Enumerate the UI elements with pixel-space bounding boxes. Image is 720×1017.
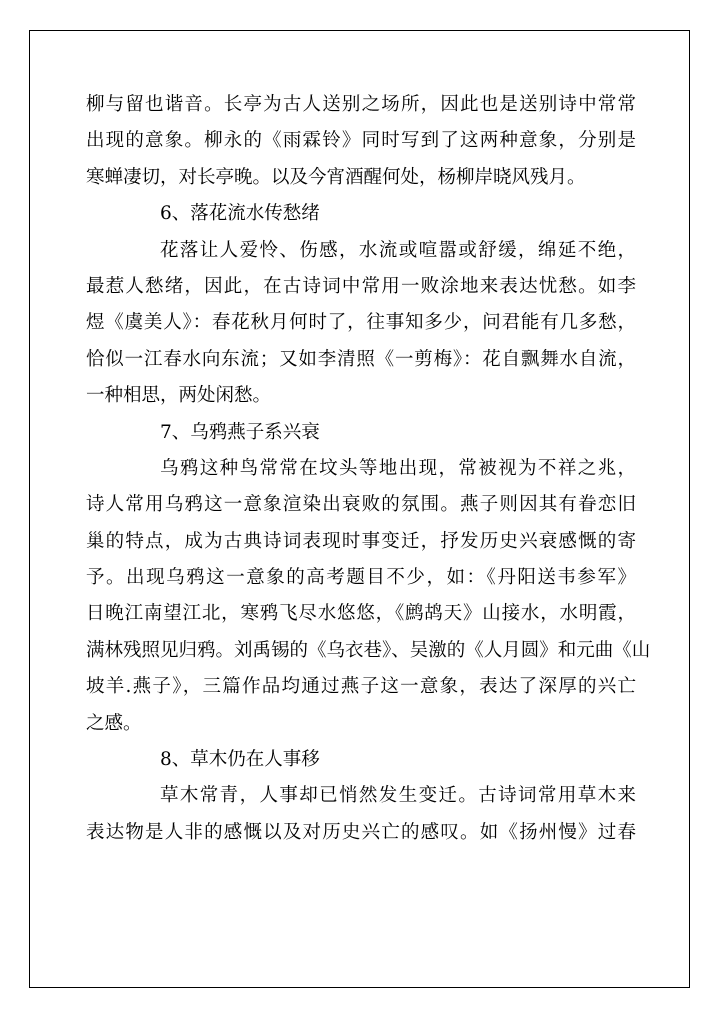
paragraph-line: 巢的特点，成为古典诗词表现时事变迁，抒发历史兴衰感慨的寄	[86, 530, 636, 552]
paragraph-line: 最惹人愁绪，因此，在古诗词中常用一败涂地来表达忧愁。如李	[86, 275, 636, 297]
section-heading-7: 7、乌鸦燕子系兴衰	[160, 421, 320, 443]
paragraph-line: 柳与留也谐音。长亭为古人送别之场所，因此也是送别诗中常常	[86, 94, 636, 115]
paragraph-line: 日晚江南望江北，寒鸦飞尽水悠悠，《鹧鸪天》山接水，水明霞，	[86, 603, 636, 625]
paragraph-line: 表达物是人非的感慨以及对历史兴亡的感叹。如《扬州慢》过春	[86, 821, 636, 843]
paragraph-line: 煜《虞美人》：春花秋月何时了，往事知多少，问君能有几多愁，	[86, 312, 636, 334]
section-heading-6: 6、落花流水传愁绪	[160, 203, 320, 225]
paragraph-line: 一种相思，两处闲愁。	[86, 385, 272, 407]
paragraph-line: 满林残照见归鸦。刘禹锡的《乌衣巷》、吴激的《人月圆》和元曲《山	[86, 639, 651, 661]
paragraph-line: 出现的意象。柳永的《雨霖铃》同时写到了这两种意象，分别是	[86, 130, 636, 152]
paragraph-line: 恰似一江春水向东流；又如李清照《一剪梅》：花自飘舞水自流，	[86, 348, 636, 370]
paragraph-line: 寒蝉凄切，对长亭晚。以及今宵酒醒何处，杨柳岸晓风残月。	[86, 166, 586, 188]
paragraph-line: 予。出现乌鸦这一意象的高考题目不少，如：《丹阳送韦参军》	[86, 567, 636, 589]
document-body	[86, 87, 651, 851]
paragraph-line: 乌鸦这种鸟常常在坟头等地出现，常被视为不祥之兆，	[160, 457, 636, 479]
paragraph-line: 坡羊.燕子》，三篇作品均通过燕子这一意象，表达了深厚的兴亡	[86, 676, 636, 698]
paragraph-line: 诗人常用乌鸦这一意象渲染出衰败的氛围。燕子则因其有眷恋旧	[86, 494, 636, 516]
paragraph-line: 花落让人爱怜、伤感，水流或喧嚣或舒缓，绵延不绝，	[160, 239, 636, 261]
paragraph-line: 草木常青，人事却已悄然发生变迁。古诗词常用草木来	[160, 785, 636, 807]
paragraph-line: 之感。	[86, 712, 142, 734]
section-heading-8: 8、草木仍在人事移	[160, 749, 320, 771]
